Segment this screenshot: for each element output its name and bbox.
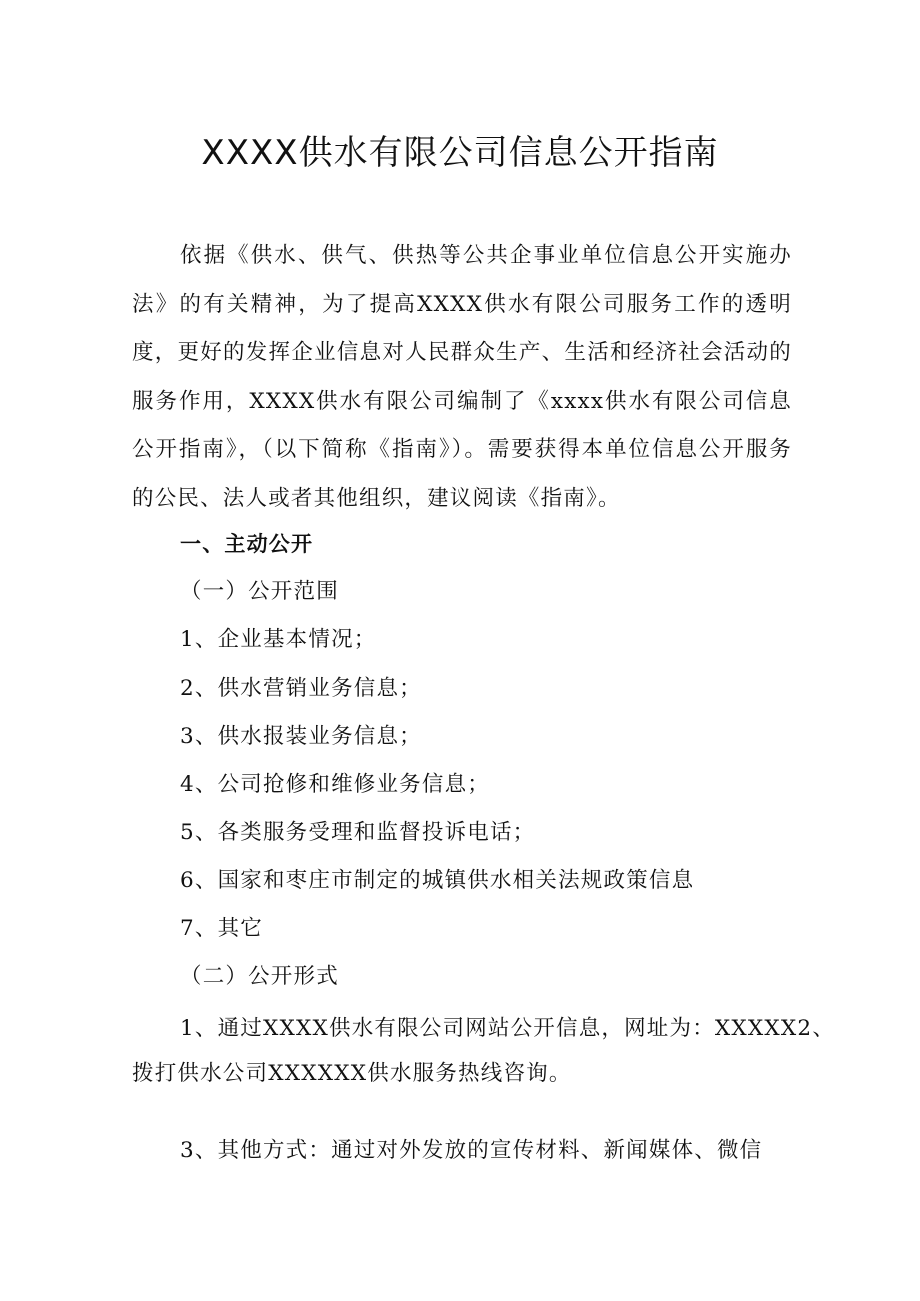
form-item-hotline: 拨打供水公司XXXXXX供水服务热线咨询。 bbox=[132, 1061, 572, 1086]
list-item: 5、各类服务受理和监督投诉电话； bbox=[180, 820, 536, 845]
section-heading-active-disclosure: 一、主动公开 bbox=[180, 532, 314, 556]
list-item: 4、公司抢修和维修业务信息； bbox=[180, 772, 490, 797]
list-item: 1、企业基本情况； bbox=[180, 627, 377, 652]
form-item-website: 1、通过XXXX供水有限公司网站公开信息，网址为：XXXXX2、 bbox=[180, 1016, 836, 1041]
document-title: XXXX供水有限公司信息公开指南 bbox=[201, 133, 719, 173]
subsection-heading-forms: （二）公开形式 bbox=[180, 964, 339, 989]
form-item-other: 3、其他方式：通过对外发放的宣传材料、新闻媒体、微信 bbox=[180, 1138, 763, 1163]
list-item: 3、供水报装业务信息； bbox=[180, 724, 422, 749]
list-item: 7、其它 bbox=[180, 916, 263, 941]
list-item: 2、供水营销业务信息； bbox=[180, 676, 422, 701]
list-item: 6、国家和枣庄市制定的城镇供水相关法规政策信息 bbox=[180, 868, 695, 893]
subsection-heading-scope: （一）公开范围 bbox=[180, 579, 339, 604]
intro-paragraph: 依据《供水、供气、供热等公共企事业单位信息公开实施办法》的有关精神，为了提高XXXX供水有限公司服务工作的透明度，更好的发挥企业信息对人民群众生产、生活和经济社会活动的服务作用，XXXX供水有限公司编制了《xxxx供水有限公司信息公开指南》，（以下简称《指南》）。需要获得本单位信息公开服务的公民、法人或者其他组织，建议阅读《指南》。 bbox=[132, 243, 792, 511]
